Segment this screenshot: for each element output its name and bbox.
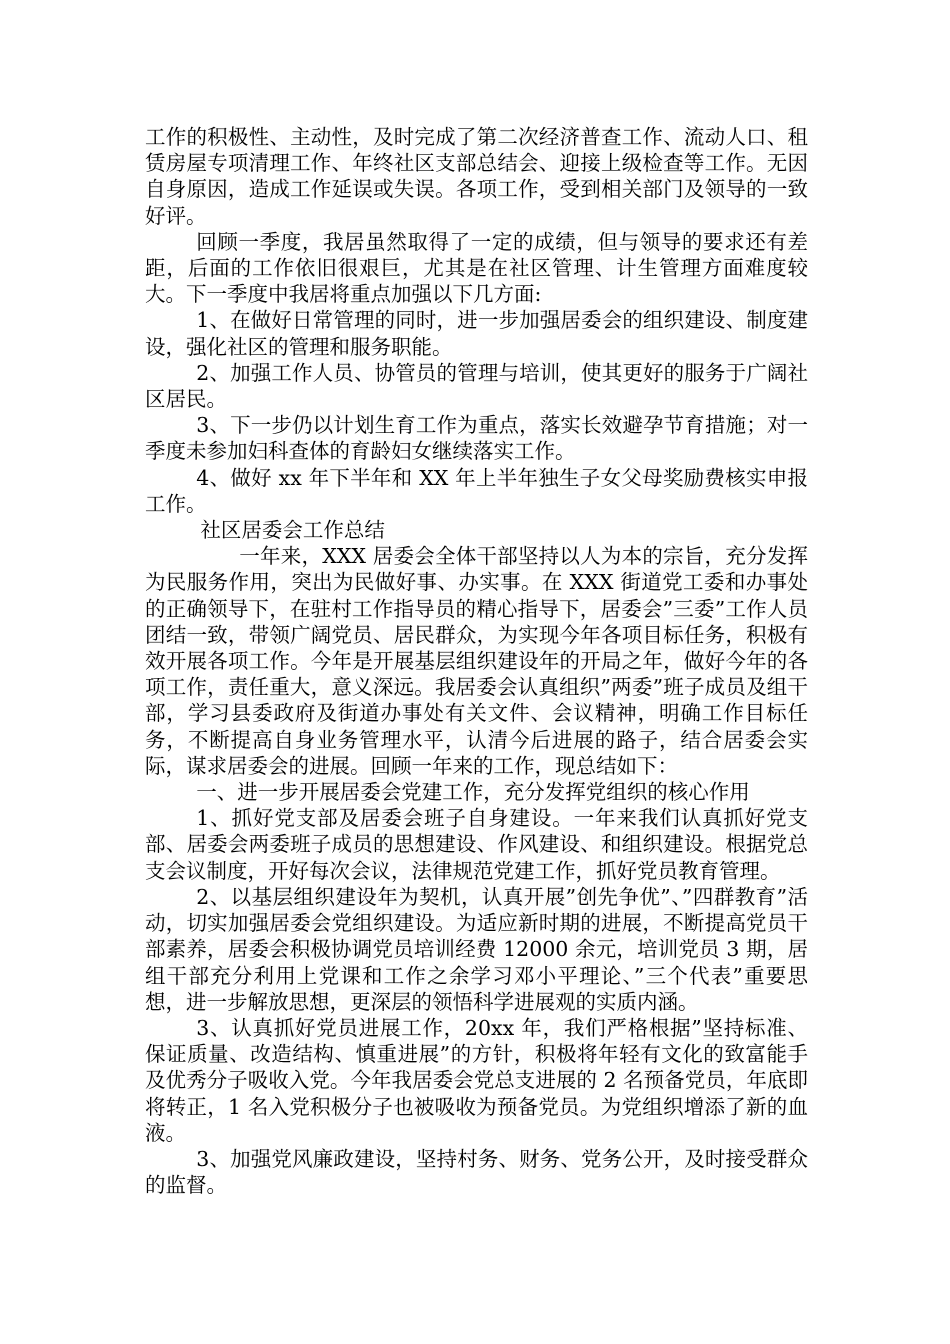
paragraph-party-item-2: 2、以基层组织建设年为契机，认真开展”创先争优”、”四群教育”活动，切实加强居委会党组织建设。为适应新时期的进展，不断提高党员干部素养，居委会积极协调党员培训经费 12000 余元，培训党员 3 期，居组干部充分利用上党课和工作之余学习邓小平理论、”三个代表”重要思想，进一步解放思想，更深层的领悟科学进展观的实质内涵。 <box>145 884 808 1014</box>
body-text <box>145 124 808 1198</box>
paragraph-party-item-3b: 3、加强党风廉政建设，坚持村务、财务、党务公开，及时接受群众的监督。 <box>145 1146 808 1198</box>
paragraph-work-summary-end: 工作的积极性、主动性，及时完成了第二次经济普查工作、流动人口、租赁房屋专项清理工作、年终社区支部总结会、迎接上级检查等工作。无因自身原因，造成工作延误或失误。各项工作，受到相关部门及领导的一致好评。 <box>145 125 808 228</box>
paragraph-quarter-review: 回顾一季度，我居虽然取得了一定的成绩，但与领导的要求还有差距，后面的工作依旧很艰巨，尤其是在社区管理、计生管理方面难度较大。下一季度中我居将重点加强以下几方面: <box>145 229 808 307</box>
section-heading-party-building: 一、进一步开展居委会党建工作，充分发挥党组织的核心作用 <box>196 780 750 805</box>
paragraph-party-item-1: 1、抓好党支部及居委会班子自身建设。一年来我们认真抓好党支部、居委会两委班子成员的思想建设、作风建设、和组织建设。根据党总支会议制度，开好每次会议，法律规范党建工作，抓好党员教育管理。 <box>145 806 808 883</box>
paragraph-year-intro: 一年来，XXX 居委会全体干部坚持以人为本的宗旨，充分发挥为民服务作用，突出为民做好事、办实事。在 XXX 街道党工委和办事处的正确领导下，在驻村工作指导员的精心指导下，居委会”三委”工作人员团结一致，带领广阔党员、居民群众，为实现今年各项目标任务，积极有效开展各项工作。今年是开展基层组织建设年的开局之年，做好今年的各项工作，责任重大，意义深远。我居委会认真组织”两委”班子成员及组干部，学习县委政府及街道办事处有关文件、会议精神，明确工作目标任务，不断提高自身业务管理水平，认清今后进展的路子，结合居委会实际，谋求居委会的进展。回顾一年来的工作，现总结如下： <box>145 544 808 778</box>
paragraph-plan-item-3: 3、下一步仍以计划生育工作为重点，落实长效避孕节育措施；对一季度未参加妇科查体的育龄妇女继续落实工作。 <box>145 413 808 464</box>
paragraph-party-item-3: 3、认真抓好党员进展工作，20xx 年，我们严格根据”坚持标准、保证质量、改造结构、慎重进展”的方针，积极将年轻有文化的致富能手及优秀分子吸收入党。今年我居委会党总支进展的 2 名预备党员，年底即将转正，1 名入党积极分子也被吸收为预备党员。为党组织增添了新的血液。 <box>145 1015 808 1145</box>
paragraph-plan-item-1: 1、在做好日常管理的同时，进一步加强居委会的组织建设、制度建设，强化社区的管理和服务职能。 <box>145 308 808 359</box>
paragraph-plan-item-2: 2、加强工作人员、协管员的管理与培训，使其更好的服务于广阔社区居民。 <box>145 360 808 412</box>
section-title: 社区居委会工作总结 <box>200 518 385 543</box>
paragraph-plan-item-4: 4、做好 xx 年下半年和 XX 年上半年独生子女父母奖励费核实申报工作。 <box>145 465 808 516</box>
